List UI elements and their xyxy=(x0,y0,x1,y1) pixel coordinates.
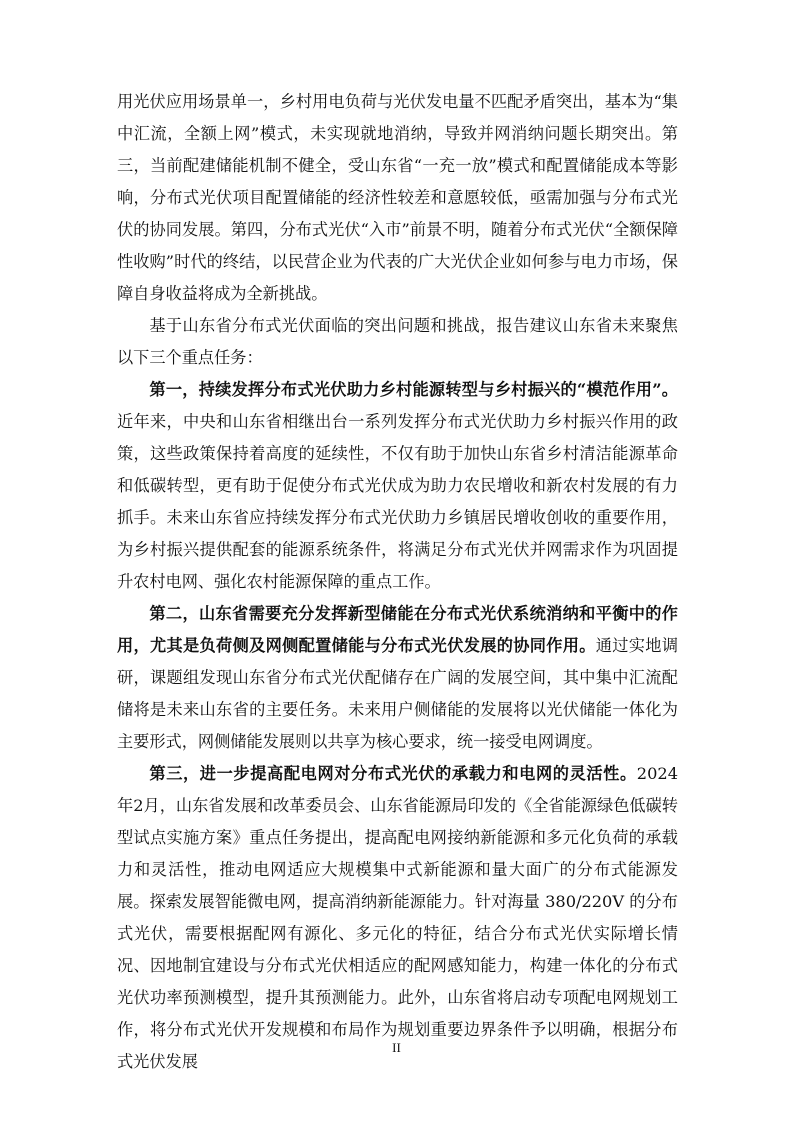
page-number: II xyxy=(392,1040,401,1055)
body-text xyxy=(117,86,678,1078)
paragraph-lead: 第三，进一步提高配电网对分布式光伏的承载力和电网的灵活性。 xyxy=(149,764,637,783)
paragraph-task-one xyxy=(117,374,678,598)
paragraph-task-three xyxy=(117,758,678,1078)
paragraph-tasks-intro xyxy=(117,310,678,374)
paragraph-challenges-continued xyxy=(117,86,678,310)
paragraph-text: 近年来，中央和山东省相继出台一系列发挥分布式光伏助力乡村振兴作用的政策，这些政策保持着高度的延续性，不仅有助于加快山东省乡村清洁能源革命和低碳转型，更有助于促使分布式光伏成为助力农民增收和新农村发展的有力抓手。未来山东省应持续发挥分布式光伏助力乡镇居民增收创收的重要作用，为乡村振兴提供配套的能源系统条件，将满足分布式光伏并网需求作为巩固提升农村电网、强化农村能源保障的重点工作。 xyxy=(117,412,678,591)
paragraph-text: 通过实地调研，课题组发现山东省分布式光伏配储存在广阔的发展空间，其中集中汇流配储将是未来山东省的主要任务。未来用户侧储能的发展将以光伏储能一体化为主要形式，网侧储能发展则以共享为核心要求，统一接受电网调度。 xyxy=(117,636,679,751)
paragraph-text: 2024 年2月，山东省发展和改革委员会、山东省能源局印发的《全省能源绿色低碳转型试点实施方案》重点任务提出，提高配电网接纳新能源和多元化负荷的承载力和灵活性，推动电网适应大规模集中式新能源和量大面广的分布式能源发展。探索发展智能微电网，提高消纳新能源能力。针对海量 380/220V 的分布式光伏，需要根据配网有源化、多元化的特征，结合分布式光伏实际增长情况、因地制宜建设与分布式光伏相适应的配网感知能力，构建一体化的分布式光伏功率预测模型，提升其预测能力。此外，山东省将启动专项配电网规划工作，将分布式光伏开发规模和布局作为规划重要边界条件予以明确，根据分布式光伏发展 xyxy=(117,764,678,1071)
paragraph-lead: 第一，持续发挥分布式光伏助力乡村能源转型与乡村振兴的“模范作用”。 xyxy=(149,380,678,399)
paragraph-text: 基于山东省分布式光伏面临的突出问题和挑战，报告建议山东省未来聚焦以下三个重点任务： xyxy=(117,316,678,367)
paragraph-lead: 第二，山东省需要充分发挥新型储能在分布式光伏系统消纳和平衡中的作用，尤其是负荷侧及网侧配置储能与分布式光伏发展的协同作用。 xyxy=(117,604,678,655)
paragraph-task-two xyxy=(117,598,678,758)
paragraph-text: 用光伏应用场景单一，乡村用电负荷与光伏发电量不匹配矛盾突出，基本为“集中汇流，全额上网”模式，未实现就地消纳，导致并网消纳问题长期突出。第三，当前配建储能机制不健全，受山东省“一充一放”模式和配置储能成本等影响，分布式光伏项目配置储能的经济性较差和意愿较低，亟需加强与分布式光伏的协同发展。第四，分布式光伏“入市”前景不明，随着分布式光伏“全额保障性收购”时代的终结，以民营企业为代表的广大光伏企业如何参与电力市场，保障自身收益将成为全新挑战。 xyxy=(117,92,678,303)
